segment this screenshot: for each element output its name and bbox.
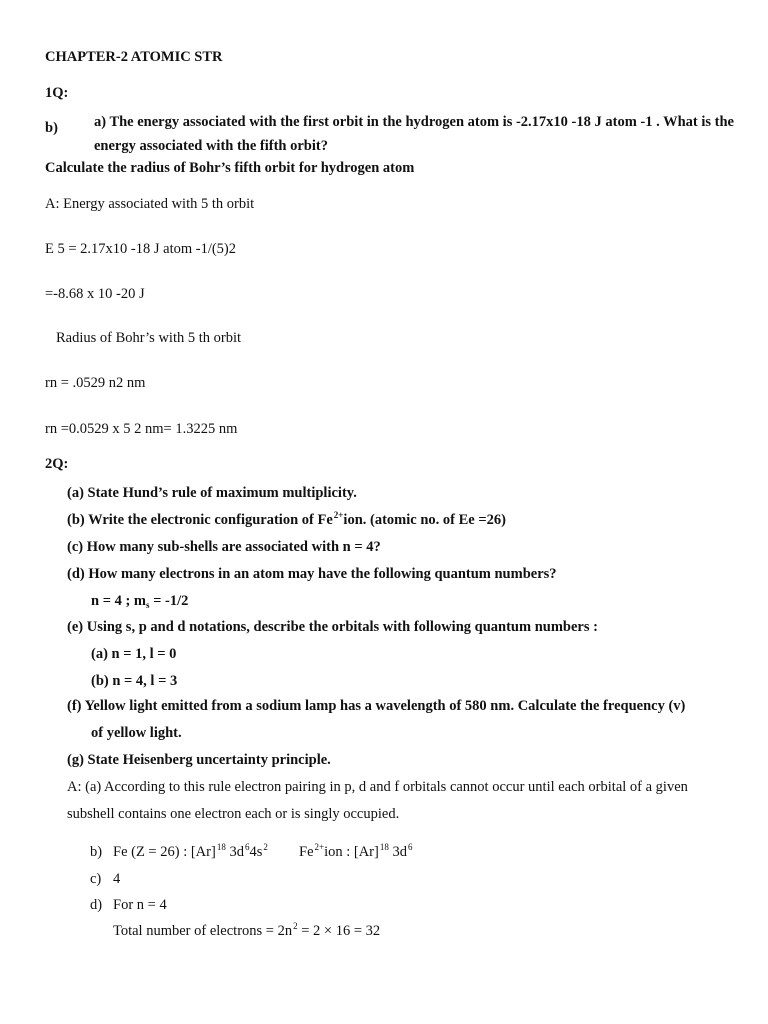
answer-2-c-label: c) bbox=[90, 871, 102, 887]
question-2-part-a: (a) State Hund’s rule of maximum multiplicity. bbox=[67, 485, 357, 501]
answer-1-line-2: E 5 = 2.17x10 -18 J atom -1/(5)2 bbox=[45, 241, 237, 257]
answer-1-line-4: Radius of Bohr’s with 5 th orbit bbox=[56, 330, 242, 346]
document-title: CHAPTER-2 ATOMIC STR bbox=[45, 49, 223, 65]
answer-2-d-label: d) bbox=[90, 897, 103, 913]
question-1-part-label: b) bbox=[45, 120, 58, 136]
question-2-part-f-line-1: (f) Yellow light emitted from a sodium lamp has a wavelength of 580 nm. Calculate the frequency (v) bbox=[67, 698, 686, 714]
answer-2-b-config: Fe (Z = 26) : $[Ar]^{18}$ $3d^64s^2$ bbox=[113, 842, 268, 860]
question-1-line-2: energy associated with the fifth orbit? bbox=[94, 138, 328, 154]
question-1-heading: 1Q: bbox=[45, 85, 69, 101]
question-2-part-b: (b) Write the electronic configuration of $Fe^{2+}ion$. (atomic no. of Ee =26) bbox=[67, 510, 506, 528]
answer-2-d-value: For n = 4 bbox=[113, 897, 167, 913]
question-2-part-c: (c) How many sub-shells are associated with n = 4? bbox=[67, 539, 381, 555]
answer-1-line-1: A: Energy associated with 5 th orbit bbox=[45, 196, 255, 212]
answer-1-line-5: rn = .0529 n2 nm bbox=[45, 375, 146, 391]
question-1-line-3: Calculate the radius of Bohr’s fifth orbit for hydrogen atom bbox=[45, 160, 415, 176]
question-2-heading: 2Q: bbox=[45, 456, 69, 472]
answer-2-d-total: Total number of electrons = $2n^2 = 2 \times 16 = 32$ bbox=[113, 921, 381, 939]
question-2-part-d: (d) How many electrons in an atom may have the following quantum numbers? bbox=[67, 566, 557, 582]
question-2-part-e-a: (a) n = 1, l = 0 bbox=[91, 646, 177, 662]
answer-2-b-label: b) bbox=[90, 844, 103, 860]
question-1-line-1: a) The energy associated with the first orbit in the hydrogen atom is -2.17x10 -18 J atom -1 . What is the bbox=[94, 114, 734, 130]
answer-1-line-6: rn =0.0529 x 5 2 nm= 1.3225 nm bbox=[45, 421, 238, 437]
question-2-part-d-values: n = 4 ; $m_s = -1/2$ bbox=[91, 593, 189, 610]
question-2-part-e: (e) Using s, p and d notations, describe the orbitals with following quantum numbers : bbox=[67, 619, 598, 635]
answer-1-line-3: =-8.68 x 10 -20 J bbox=[45, 286, 145, 302]
answer-2-c-value: 4 bbox=[113, 871, 121, 887]
answer-2-line-1: A: (a) According to this rule electron pairing in p, d and f orbitals cannot occur until each orbital of a given bbox=[67, 779, 688, 795]
answer-2-b-ion-config: $Fe^{2+}ion$ : $[Ar]^{18}$ $3d^6$ bbox=[299, 842, 413, 860]
question-2-part-f-line-2: of yellow light. bbox=[91, 725, 182, 741]
question-2-part-g: (g) State Heisenberg uncertainty principle. bbox=[67, 752, 331, 768]
answer-2-line-2: subshell contains one electron each or is singly occupied. bbox=[67, 806, 400, 822]
question-2-part-e-b: (b) n = 4, l = 3 bbox=[91, 673, 178, 689]
